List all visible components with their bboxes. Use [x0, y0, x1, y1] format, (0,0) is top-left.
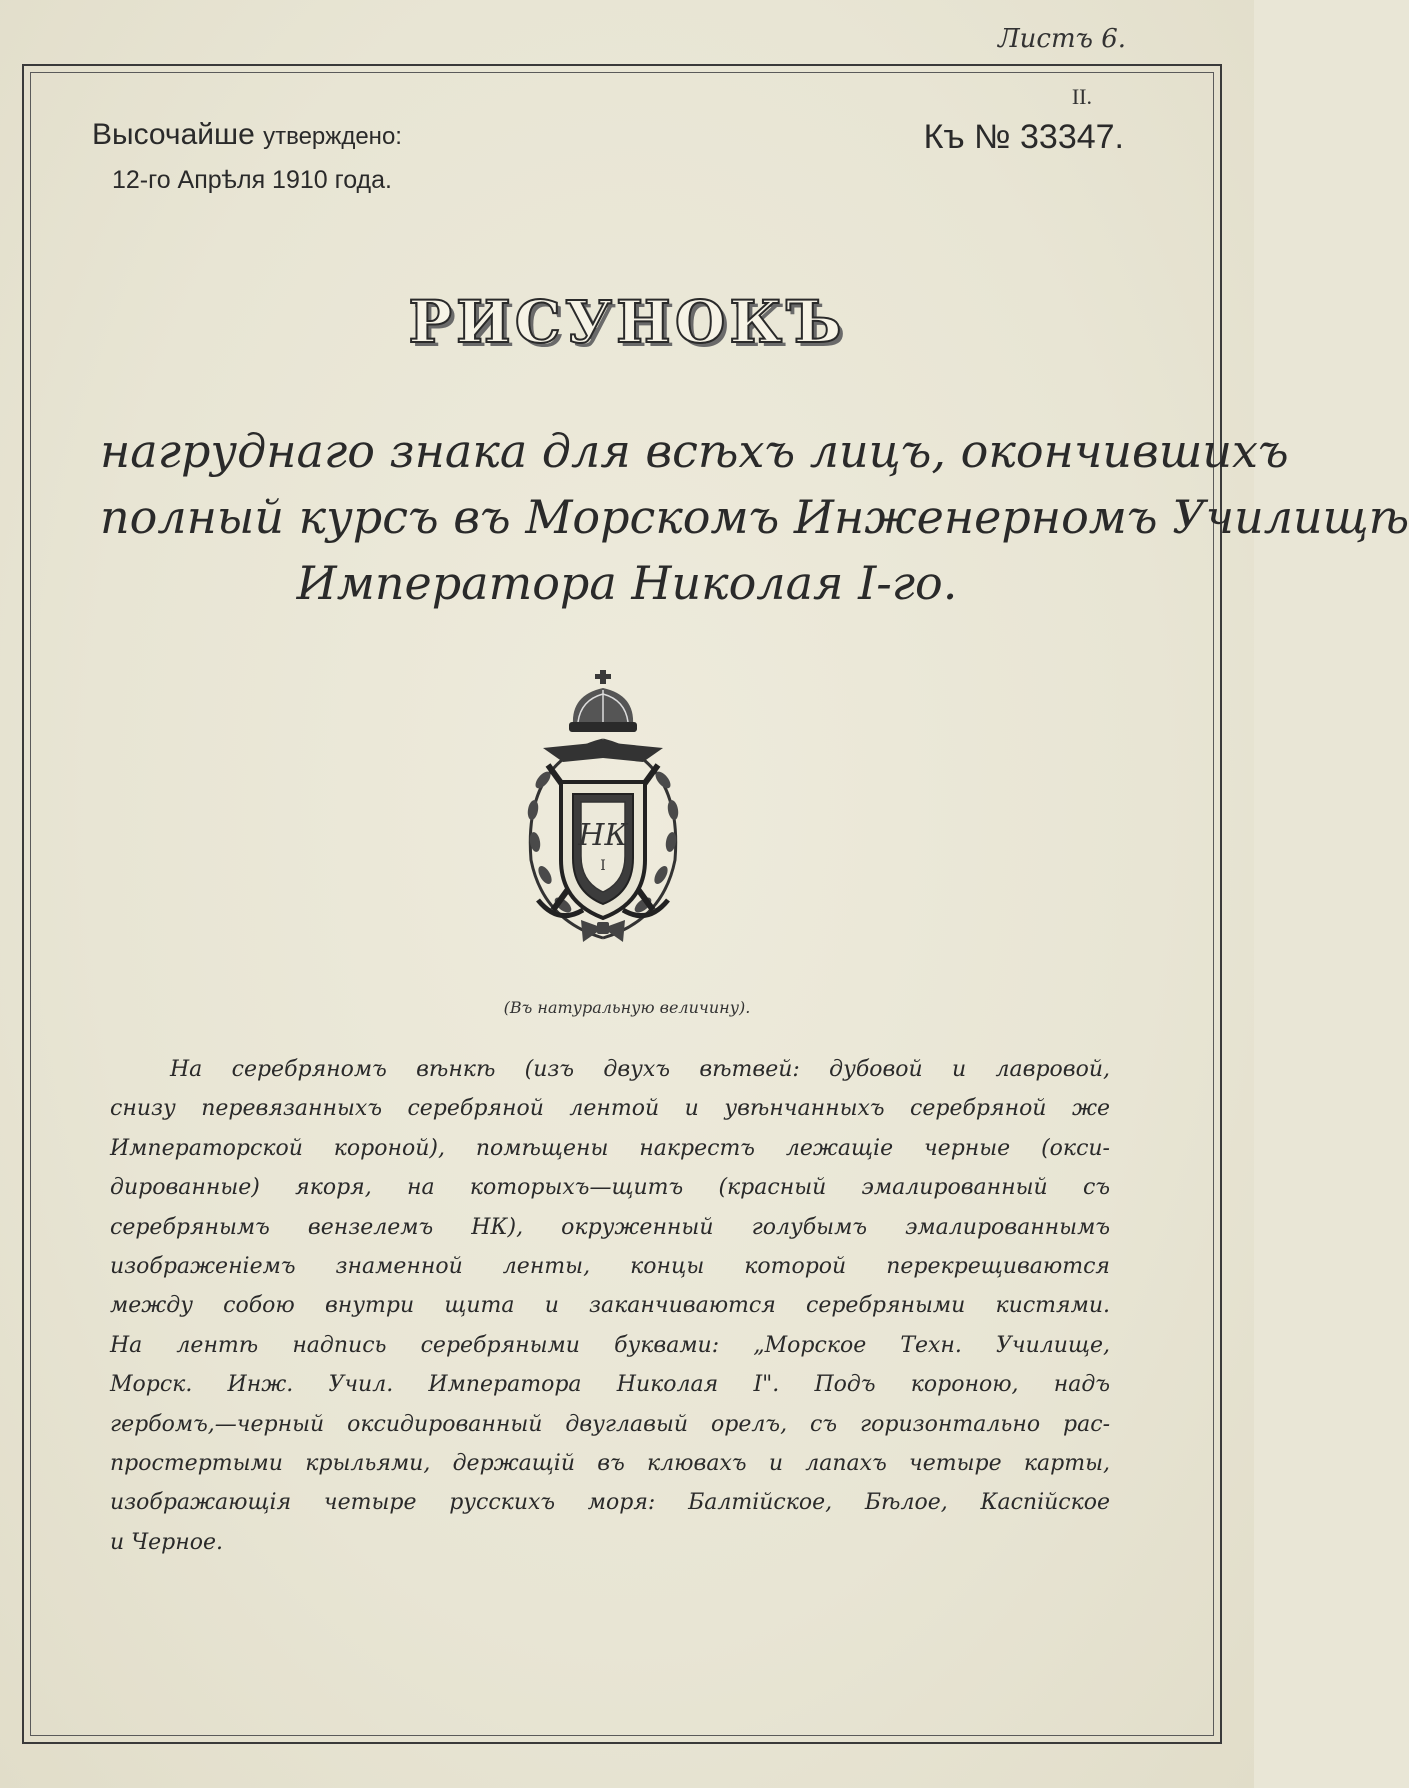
text-line: между собою внутри щита и заканчиваются серебряными кистями. [110, 1293, 1110, 1319]
approval-date: 12-го Апрѣля 1910 года. [112, 166, 392, 194]
approval-label-rest: утверждено: [263, 123, 402, 150]
shield-icon [561, 782, 645, 918]
reference-number: Къ № 33347. [923, 118, 1124, 156]
approval-label [92, 118, 402, 152]
text-line: гербомъ,—черный оксидированный двуглавый орелъ, съ горизонтально рас- [110, 1411, 1110, 1437]
badge-illustration [503, 670, 703, 970]
subtitle-line: нагруднаго знака для всѣхъ лицъ, окончившихъ [100, 424, 1289, 478]
text-line: Императорской короной), помѣщены накрестъ лежащіе черные (окси- [110, 1135, 1110, 1161]
text-line: Морск. Инж. Учил. Императора Николая I". Подъ короною, надъ [110, 1372, 1110, 1398]
text-line: изображающія четыре русскихъ моря: Балтійское, Бѣлое, Каспійское [110, 1490, 1110, 1516]
subtitle-line: полный курсъ въ Морскомъ Инженерномъ Училищѣ [100, 490, 1409, 544]
section-numeral: II. [1071, 84, 1092, 109]
text-line: На серебряномъ вѣнкѣ (изъ двухъ вѣтвей: дубовой и лавровой, [170, 1057, 1110, 1082]
subtitle-line: Императора Николая I-го. [296, 556, 958, 610]
ribbon-bow-icon [581, 920, 625, 942]
text-line: снизу перевязанныхъ серебряной лентой и увѣнчанныхъ серебряной же [110, 1096, 1110, 1122]
crown-icon [569, 670, 637, 732]
approval-label-main: Высочайше [92, 118, 255, 151]
text-line: и Черное. [110, 1529, 224, 1555]
text-line: На лентѣ надпись серебряными буквами: „Морское Техн. Училище, [110, 1332, 1110, 1358]
approval-block [92, 118, 402, 195]
text-line: серебрянымъ вензелемъ НК), окруженный голубымъ эмалированнымъ [110, 1214, 1110, 1240]
subtitle [100, 418, 1409, 616]
text-line: простертыми крыльями, держащій въ клювахъ и лапахъ четыре карты, [110, 1451, 1110, 1477]
eagle-icon [543, 740, 663, 762]
monogram-icon: НК [578, 818, 628, 853]
sheet-number: Листъ 6. [997, 24, 1126, 54]
text-line: дированные) якоря, на которыхъ—щитъ (красный эмалированный съ [110, 1175, 1110, 1201]
text-line: изображеніемъ знаменной ленты, концы которой перекрещиваются [110, 1254, 1110, 1280]
svg-text:I: I [600, 858, 606, 874]
figure-caption: (Въ натуральную величину). [503, 998, 751, 1017]
page-title: РИСУНОКЪ [408, 288, 846, 356]
description-text [110, 1050, 1110, 1562]
